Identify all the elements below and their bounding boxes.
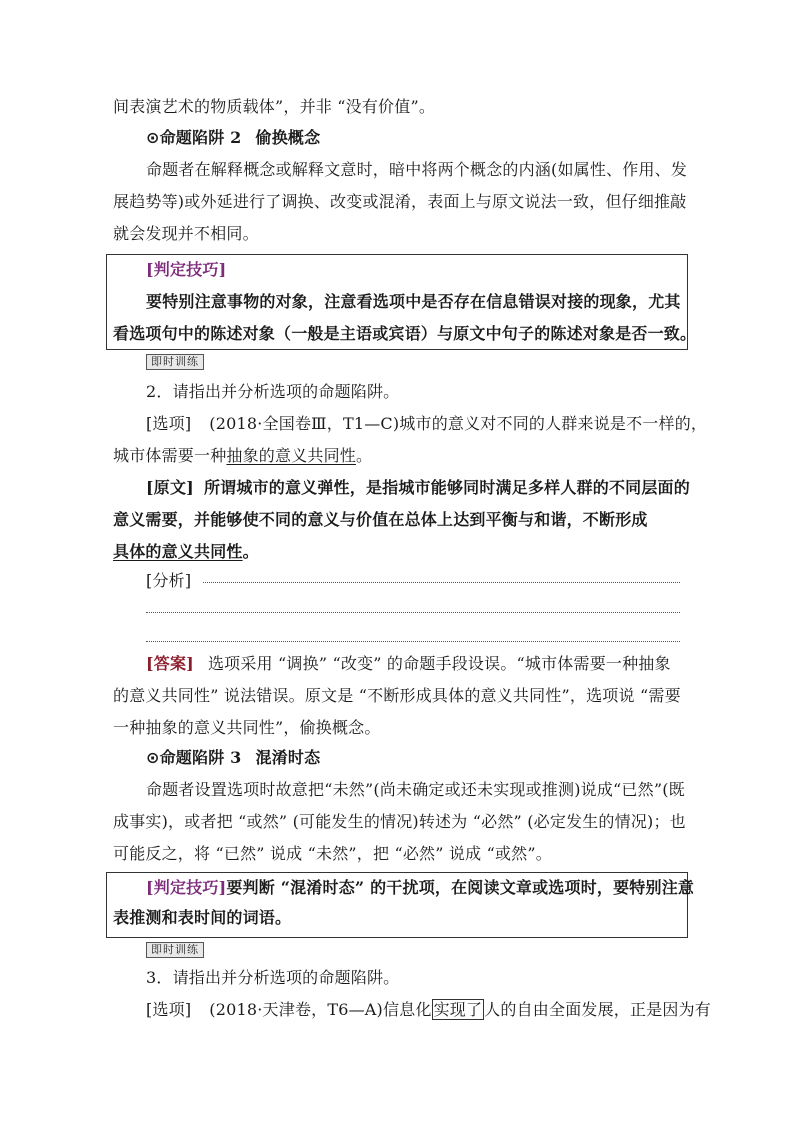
text: 的意义共同性” 说法错误。原文是 “不断形成具体的意义共同性”，选项说 “需要 [113,686,681,705]
text: 城市体需要一种 [113,446,227,465]
analysis-tag: [分析] [146,571,192,590]
text: 要特别注意事物的对象，注意看选项中是否存在信息错误对接的现象，尤其 [146,292,681,311]
section-heading-trap-3 [146,746,683,770]
paragraph-line [146,778,683,802]
tip-box-line [146,290,683,314]
answer-line [146,652,683,676]
text: 。 [356,446,373,465]
answer-blank-line[interactable] [146,641,680,642]
text: 命题者在解释概念或解释文意时，暗中将两个概念的内涵(如属性、作用、发 [146,160,688,179]
text: 人的自由全面发展，正是因为有 [484,1000,712,1019]
tip-label: [判定技巧] [146,260,227,279]
text: 展趋势等)或外延进行了调换、改变或混淆，表面上与原文说法一致，但仔细推敲 [113,192,687,211]
boxed-text: 实现了 [433,1000,483,1019]
text: 命题者设置选项时故意把“未然”(尚未确定或还未实现或推测)说成“已然”(既 [146,780,685,799]
text: 就会发现并不相同。 [113,224,259,243]
text: 可能反之，将 “已然” 说成 “未然”，把 “必然” 说成 “或然”。 [113,844,552,863]
text: 表推测和表时间的词语。 [113,908,292,927]
answer-tag: [答案] [146,654,194,673]
underlined-text: 具体的意义共同性 [113,542,243,561]
option-line [146,412,708,436]
practice-label: 即时训练 [146,942,204,958]
original-tag: [原文] [146,478,194,497]
text: 。 [242,542,259,561]
answer-line [113,684,683,708]
analysis-label-line [146,569,683,593]
question-line [146,966,683,990]
text: 间表演艺术的物质载体”，并非 “没有价值”。 [113,97,436,116]
underlined-text: 抽象的意义共同性 [226,446,357,465]
section-heading-trap-2 [146,126,683,150]
text: 看选项句中的陈述对象（一般是主语或宾语）与原文中句子的陈述对象是否一致。 [113,324,697,343]
circled-dot-icon: ⊙ [146,748,160,767]
text: 选项采用 “调换” “改变” 的命题手段设误。“城市体需要一种抽象 [207,654,671,673]
practice-label: 即时训练 [146,354,204,370]
heading-title: 偷换概念 [255,128,321,147]
question-text: 3．请指出并分析选项的命题陷阱。 [146,968,400,987]
text: (2018·全国卷Ⅲ，T1—C)城市的意义对不同的人群来说是不一样的， [209,414,708,433]
text: 所谓城市的意义弹性，是指城市能够同时满足多样人群的不同层面的 [203,478,690,497]
paragraph-line [113,222,683,246]
option-tag: [选项] [146,414,192,433]
option-line [113,444,683,468]
heading-number: 命题陷阱 2 [159,128,242,147]
text: 要判断 “混淆时态” 的干扰项，在阅读文章或选项时，要特别注意 [226,878,695,897]
answer-blank-line[interactable] [203,582,680,583]
circled-dot-icon: ⊙ [146,128,160,147]
option-tag: [选项] [146,1000,192,1019]
text: 成事实)，或者把 “或然” (可能发生的情况)转述为 “必然” (必定发生的情况)；也 [113,812,686,831]
paragraph-line [113,95,683,119]
heading-title: 混淆时态 [255,748,321,767]
question-text: 2．请指出并分析选项的命题陷阱。 [146,382,400,401]
tip-box-line [113,906,683,930]
text: 一种抽象的意义共同性”，偷换概念。 [113,718,381,737]
option-line [146,998,712,1022]
answer-line [113,716,683,740]
text: (2018·天津卷，T6—A)信息化 [209,1000,432,1019]
paragraph-line [113,810,686,834]
original-line [113,540,683,564]
question-line [146,380,683,404]
original-line [113,508,683,532]
paragraph-line [113,842,683,866]
paragraph-line [113,190,687,214]
tip-box-line [113,322,697,346]
paragraph-line [146,158,688,182]
text: 意义需要，并能够使不同的意义与价值在总体上达到平衡与和谐，不断形成 [113,510,648,529]
heading-number: 命题陷阱 3 [159,748,242,767]
original-line [146,476,690,500]
answer-blank-line[interactable] [146,612,680,613]
tip-label: [判定技巧] [146,878,227,897]
tip-box-line [146,876,695,900]
tip-box-tag [146,258,683,282]
